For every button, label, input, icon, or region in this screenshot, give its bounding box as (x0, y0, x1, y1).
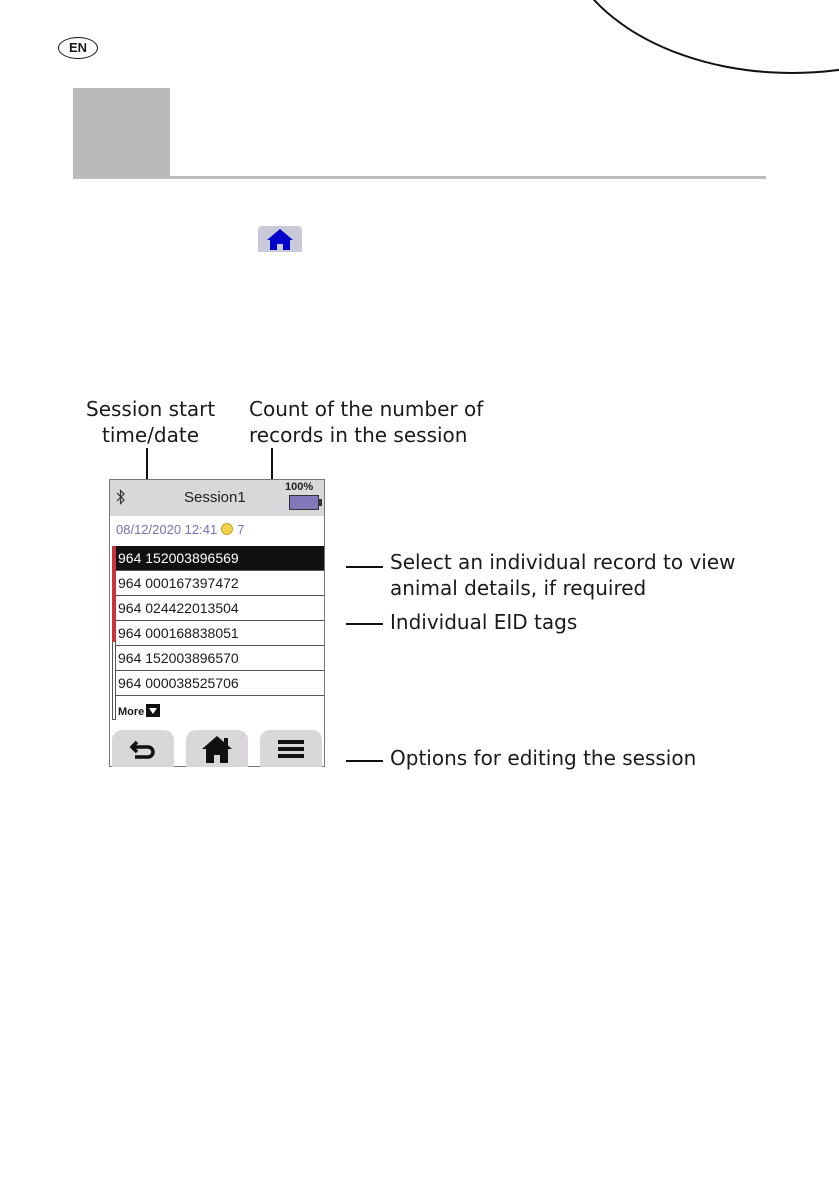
record-list (112, 546, 324, 696)
annotation-line: animal details, if required (390, 576, 647, 600)
home-icon (200, 734, 234, 764)
record-count: 7 (237, 522, 245, 537)
back-button[interactable] (112, 730, 174, 767)
leader-line (346, 760, 383, 762)
session-start-datetime: 08/12/2020 12:41 (116, 522, 218, 537)
battery-percent: 100% (285, 481, 314, 493)
page-corner-curve (560, 0, 839, 74)
annotation-line: Session start (86, 397, 216, 421)
annotation-line: time/date (102, 423, 200, 447)
chevron-down-icon (146, 704, 160, 717)
record-row[interactable]: 964 000168838051 (112, 621, 324, 646)
record-row[interactable]: 964 000038525706 (112, 671, 324, 696)
scrollbar-thumb[interactable] (112, 546, 116, 642)
menu-button[interactable] (260, 730, 322, 767)
annotation-options: Options for editing the session (390, 746, 697, 770)
more-label: More (118, 706, 145, 718)
annotation-line: records in the session (249, 423, 468, 447)
record-row-selected[interactable]: 964 152003896569 (112, 546, 324, 571)
record-row[interactable]: 964 000167397472 (112, 571, 324, 596)
session-title: Session1 (184, 489, 246, 506)
section-divider (73, 176, 766, 179)
annotation-select-record (390, 549, 736, 601)
leader-line (346, 623, 383, 625)
battery-icon (289, 495, 319, 510)
annotation-session-start (86, 396, 215, 448)
bluetooth-icon (116, 488, 126, 506)
section-number-block (73, 88, 170, 176)
annotation-line: Count of the number of (249, 397, 484, 421)
home-button[interactable] (186, 730, 248, 767)
status-bar (110, 480, 324, 516)
back-arrow-icon (128, 737, 158, 761)
record-row[interactable]: 964 152003896570 (112, 646, 324, 671)
language-badge: EN (58, 37, 98, 59)
home-icon-inline (258, 226, 302, 252)
session-meta (116, 522, 244, 537)
home-icon (258, 226, 302, 252)
annotation-eid-tags: Individual EID tags (390, 610, 578, 634)
more-button[interactable] (118, 704, 160, 718)
annotation-record-count (249, 396, 483, 448)
device-screen (109, 479, 325, 767)
record-row[interactable]: 964 024422013504 (112, 596, 324, 621)
menu-icon (276, 738, 306, 760)
record-count-icon (221, 523, 233, 535)
annotation-line: Select an individual record to view (390, 550, 736, 574)
battery-tip (319, 499, 322, 506)
leader-line (346, 566, 383, 568)
